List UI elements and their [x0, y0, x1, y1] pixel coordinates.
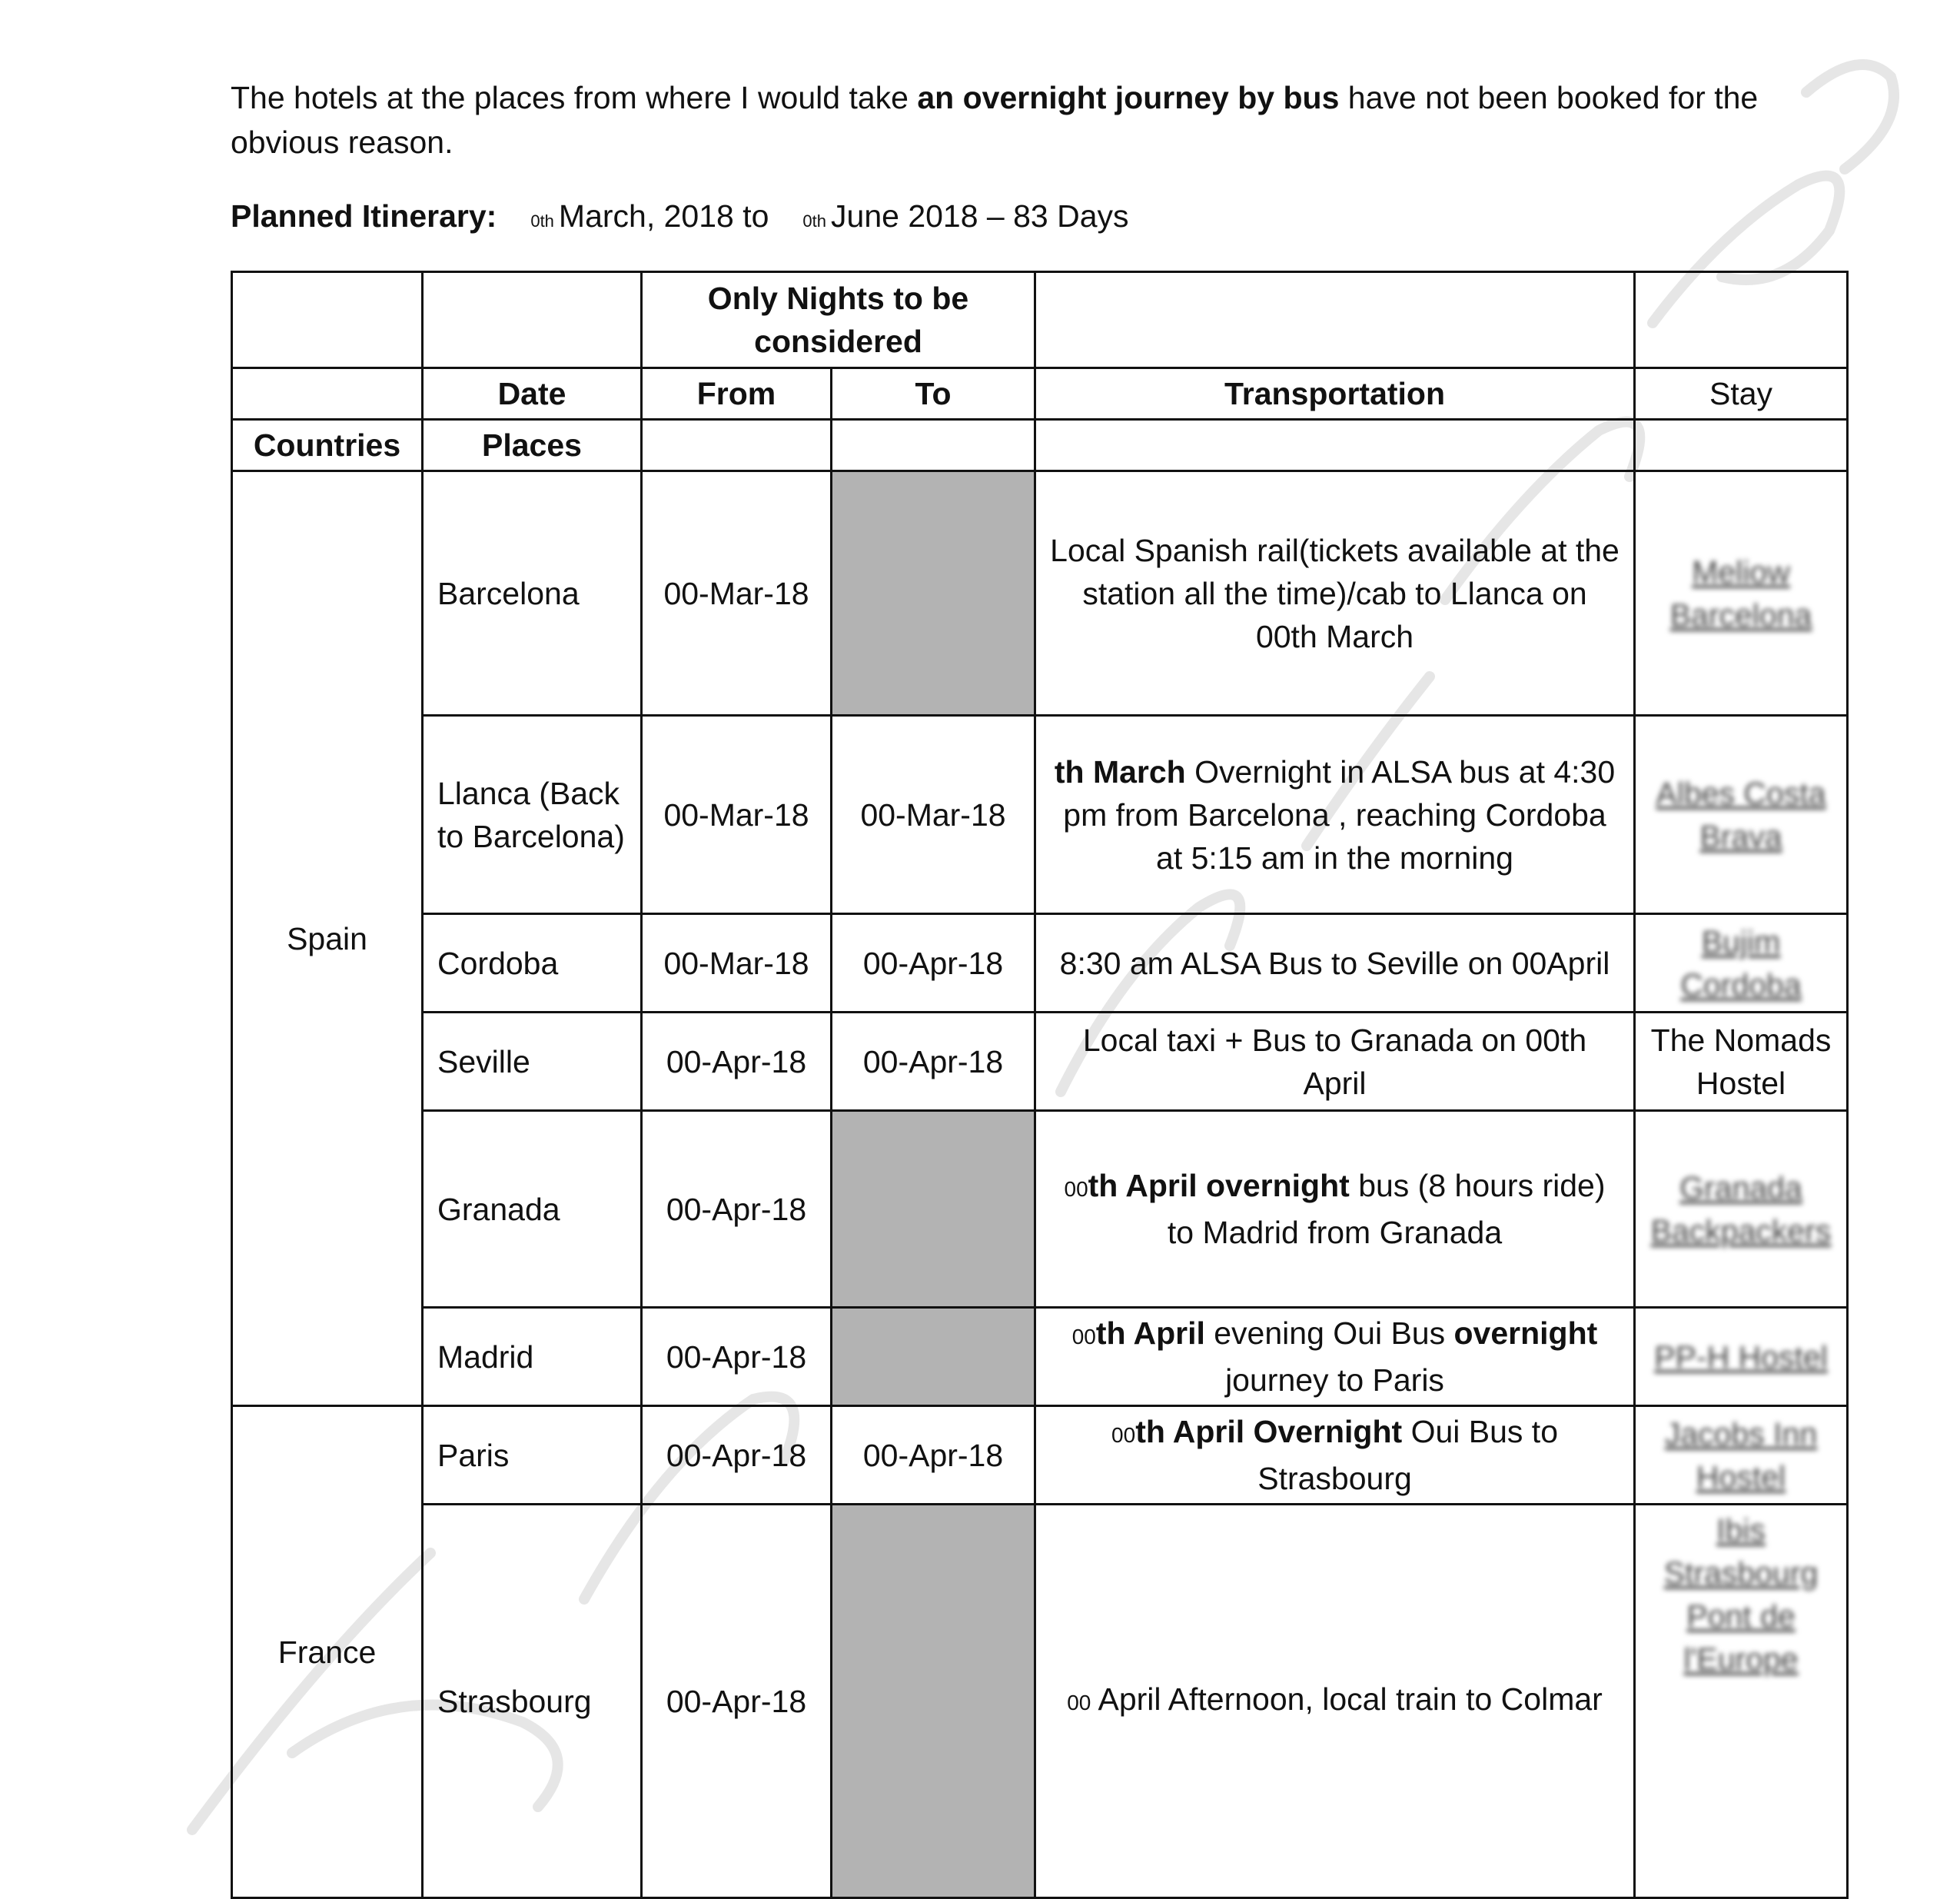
from-cell: 00-Apr-18 [642, 1013, 832, 1111]
to-cell [832, 1111, 1035, 1308]
stay-cell: The Nomads Hostel [1635, 1013, 1848, 1111]
stay-header: Stay [1635, 368, 1848, 420]
place-cell: Cordoba [423, 914, 642, 1013]
country-cell: France [232, 1406, 423, 1898]
stay-cell[interactable] [1635, 1406, 1848, 1505]
intro-text-2: have not been booked for the obvious reason. [231, 80, 1759, 160]
stay-link[interactable]: PP-H Hostel [1654, 1339, 1828, 1375]
place-cell: Barcelona [423, 471, 642, 716]
to-cell: 00-Apr-18 [832, 914, 1035, 1013]
table-row [232, 1111, 1848, 1308]
table-row [232, 471, 1848, 716]
from-cell: 00-Apr-18 [642, 1308, 832, 1406]
itinerary-start: March, 2018 to [558, 198, 769, 234]
stay-cell[interactable] [1635, 1505, 1848, 1898]
itinerary-end-day: 0th [802, 211, 827, 231]
header-row-1 [232, 272, 1848, 368]
to-cell: 00-Apr-18 [832, 1406, 1035, 1505]
intro-paragraph [231, 75, 1814, 165]
to-cell [832, 1308, 1035, 1406]
transport-cell: 00th April overnight bus (8 hours ride) to Madrid from Granada [1035, 1111, 1635, 1308]
header-row-2 [232, 368, 1848, 420]
to-cell: 00-Apr-18 [832, 1013, 1035, 1111]
itinerary-table [231, 271, 1849, 1899]
table-row [232, 1505, 1848, 1898]
country-cell: Spain [232, 471, 423, 1406]
intro-bold: an overnight journey by bus [917, 80, 1340, 115]
table-row [232, 716, 1848, 914]
to-cell [832, 471, 1035, 716]
from-cell: 00-Mar-18 [642, 471, 832, 716]
transport-cell: 00th April evening Oui Bus overnight journey to Paris [1035, 1308, 1635, 1406]
from-cell: 00-Mar-18 [642, 914, 832, 1013]
transportation-header: Transportation [1035, 368, 1635, 420]
stay-cell[interactable] [1635, 1308, 1848, 1406]
planned-itinerary-line [231, 194, 1129, 244]
stay-link[interactable]: Ibis Strasbourg Pont de l'Europe [1663, 1512, 1819, 1677]
table-row [232, 914, 1848, 1013]
from-cell: 00-Apr-18 [642, 1406, 832, 1505]
to-header: To [832, 368, 1035, 420]
itinerary-label: Planned Itinerary: [231, 198, 497, 234]
stay-link[interactable]: Albes Costa Brava [1656, 775, 1826, 854]
stay-link[interactable]: Bujim Cordoba [1680, 923, 1802, 1003]
stay-cell[interactable] [1635, 716, 1848, 914]
place-cell: Madrid [423, 1308, 642, 1406]
from-cell: 00-Apr-18 [642, 1505, 832, 1898]
transport-cell: Local Spanish rail(tickets available at the station all the time)/cab to Llanca on 00th March [1035, 471, 1635, 716]
from-cell: 00-Apr-18 [642, 1111, 832, 1308]
from-header: From [642, 368, 832, 420]
transport-cell: th March Overnight in ALSA bus at 4:30 pm from Barcelona , reaching Cordoba at 5:15 am in the morning [1035, 716, 1635, 914]
places-header: Places [423, 420, 642, 471]
stay-link[interactable]: Meliow Barcelona [1669, 554, 1812, 633]
table-row [232, 1406, 1848, 1505]
transport-cell: 8:30 am ALSA Bus to Seville on 00April [1035, 914, 1635, 1013]
stay-link[interactable]: Jacobs Inn Hostel [1664, 1415, 1818, 1495]
to-cell: 00-Mar-18 [832, 716, 1035, 914]
intro-text-1: The hotels at the places from where I would take [231, 80, 918, 115]
stay-cell[interactable] [1635, 471, 1848, 716]
header-row-3 [232, 420, 1848, 471]
place-cell: Paris [423, 1406, 642, 1505]
itinerary-start-day: 0th [530, 211, 554, 231]
place-cell: Strasbourg [423, 1505, 642, 1898]
transport-cell: 00 April Afternoon, local train to Colmar [1035, 1505, 1635, 1898]
place-cell: Granada [423, 1111, 642, 1308]
place-cell: Seville [423, 1013, 642, 1111]
stay-link[interactable]: Granada Backpackers [1650, 1169, 1832, 1249]
table-row [232, 1308, 1848, 1406]
only-nights-header: Only Nights to be considered [642, 272, 1035, 368]
place-cell: Llanca (Back to Barcelona) [423, 716, 642, 914]
from-cell: 00-Mar-18 [642, 716, 832, 914]
countries-header: Countries [232, 420, 423, 471]
transport-cell: 00th April Overnight Oui Bus to Strasbourg [1035, 1406, 1635, 1505]
table-row [232, 1013, 1848, 1111]
to-cell [832, 1505, 1035, 1898]
stay-cell[interactable] [1635, 1111, 1848, 1308]
stay-cell[interactable] [1635, 914, 1848, 1013]
date-header: Date [423, 368, 642, 420]
itinerary-end: June 2018 – 83 Days [831, 198, 1129, 234]
transport-cell: Local taxi + Bus to Granada on 00th April [1035, 1013, 1635, 1111]
